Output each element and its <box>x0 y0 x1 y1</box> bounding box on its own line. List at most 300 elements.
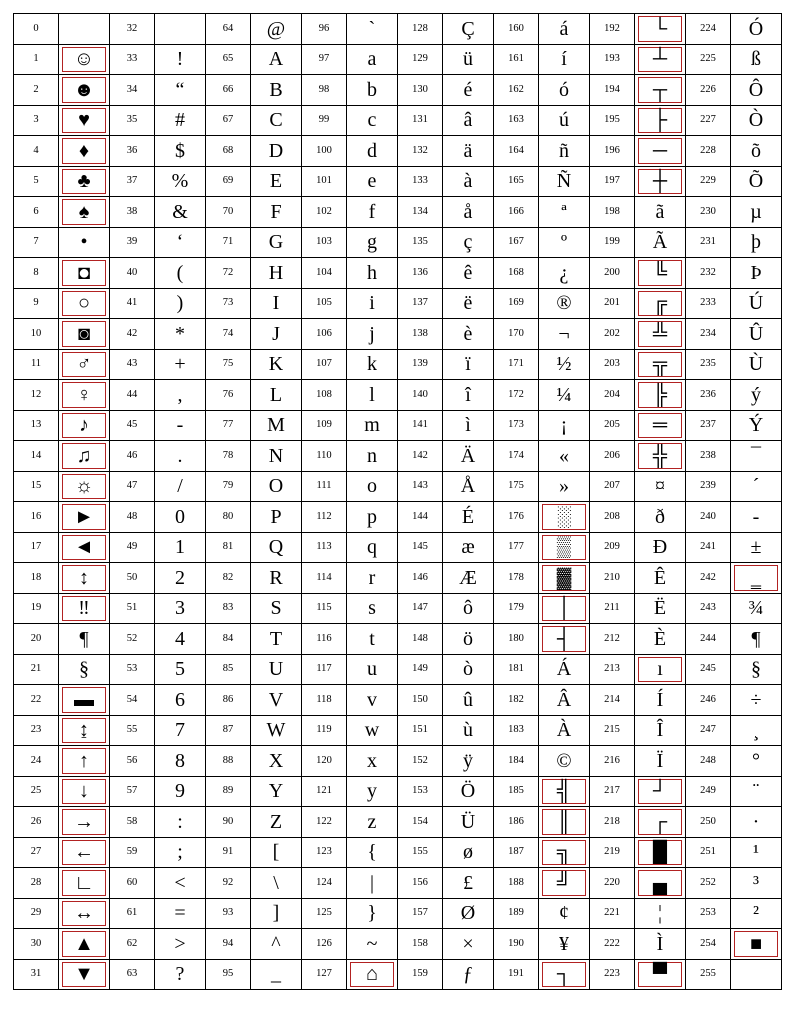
char-glyph-cell <box>443 532 494 563</box>
char-glyph: Z <box>269 810 283 833</box>
char-glyph-cell <box>731 227 782 258</box>
char-code-cell: 73 <box>206 288 251 319</box>
char-glyph: Ö <box>460 780 476 803</box>
char-glyph-cell <box>155 227 206 258</box>
char-glyph: © <box>556 749 572 772</box>
char-code-cell: 112 <box>302 502 347 533</box>
char-code-cell: 61 <box>110 898 155 929</box>
char-code-cell: 40 <box>110 258 155 289</box>
char-code-cell: 165 <box>494 166 539 197</box>
char-code-cell: 154 <box>398 807 443 838</box>
char-glyph-cell <box>635 685 686 716</box>
char-glyph: Ò <box>748 109 764 132</box>
char-code-cell: 209 <box>590 532 635 563</box>
char-glyph-cell <box>347 715 398 746</box>
table-row <box>14 898 782 929</box>
char-code-cell: 246 <box>686 685 731 716</box>
char-glyph-cell <box>59 349 110 380</box>
char-glyph-cell <box>635 410 686 441</box>
char-code-cell: 186 <box>494 807 539 838</box>
char-glyph-cell <box>251 837 302 868</box>
char-code-cell: 72 <box>206 258 251 289</box>
char-code-cell: 202 <box>590 319 635 350</box>
char-glyph: D <box>268 139 284 162</box>
char-code-cell: 142 <box>398 441 443 472</box>
char-code-cell: 188 <box>494 868 539 899</box>
char-glyph-cell <box>635 868 686 899</box>
char-code-cell: 138 <box>398 319 443 350</box>
char-glyph-cell <box>251 380 302 411</box>
char-glyph: _ <box>271 963 281 986</box>
char-glyph: r <box>368 566 376 589</box>
char-glyph: ä <box>463 139 473 162</box>
char-glyph: ç <box>463 231 473 254</box>
char-code-cell: 212 <box>590 624 635 655</box>
char-glyph: § <box>79 658 89 681</box>
char-glyph: § <box>751 658 761 681</box>
char-glyph: m <box>364 414 380 437</box>
table-row <box>14 746 782 777</box>
char-glyph: ♫ <box>76 444 92 467</box>
char-glyph-cell <box>443 654 494 685</box>
char-glyph-cell <box>347 685 398 716</box>
char-code-cell: 45 <box>110 410 155 441</box>
char-code-cell: 31 <box>14 959 59 990</box>
char-glyph: ╗ <box>556 841 572 864</box>
char-code-cell: 236 <box>686 380 731 411</box>
char-glyph-cell <box>251 105 302 136</box>
char-glyph-cell <box>59 258 110 289</box>
char-glyph-cell <box>731 715 782 746</box>
char-glyph: : <box>177 810 183 833</box>
char-glyph: ª <box>561 200 567 223</box>
char-code-cell: 109 <box>302 410 347 441</box>
char-glyph: ã <box>655 200 665 223</box>
char-glyph: ± <box>750 536 762 559</box>
char-glyph: 4 <box>175 627 185 650</box>
char-code-cell: 222 <box>590 929 635 960</box>
char-code-cell: 122 <box>302 807 347 838</box>
char-code-cell: 104 <box>302 258 347 289</box>
char-code-cell: 42 <box>110 319 155 350</box>
char-glyph: W <box>266 719 286 742</box>
char-glyph-cell <box>731 746 782 777</box>
char-glyph-cell <box>731 776 782 807</box>
char-glyph-cell <box>251 44 302 75</box>
char-glyph: g <box>367 231 377 254</box>
char-code-cell: 166 <box>494 197 539 228</box>
char-code-cell: 135 <box>398 227 443 258</box>
char-glyph-cell <box>443 288 494 319</box>
char-glyph-cell <box>155 563 206 594</box>
char-glyph-cell <box>251 349 302 380</box>
char-glyph: ¥ <box>559 932 569 955</box>
char-code-cell: 131 <box>398 105 443 136</box>
char-glyph: v <box>367 688 377 711</box>
char-glyph-cell <box>635 136 686 167</box>
char-glyph: ? <box>175 963 185 986</box>
table-row <box>14 959 782 990</box>
char-code-cell: 29 <box>14 898 59 929</box>
table-row <box>14 471 782 502</box>
char-glyph-cell <box>347 929 398 960</box>
char-glyph-cell <box>347 532 398 563</box>
char-glyph-cell <box>635 75 686 106</box>
char-code-cell: 219 <box>590 837 635 868</box>
char-code-cell: 243 <box>686 593 731 624</box>
char-glyph-cell <box>251 563 302 594</box>
char-code-cell: 176 <box>494 502 539 533</box>
char-glyph-cell <box>635 715 686 746</box>
char-glyph: a <box>367 48 377 71</box>
char-code-cell: 252 <box>686 868 731 899</box>
char-glyph-cell <box>347 197 398 228</box>
char-glyph-cell <box>251 319 302 350</box>
char-code-cell: 215 <box>590 715 635 746</box>
char-glyph-cell <box>59 776 110 807</box>
char-glyph-cell <box>251 776 302 807</box>
char-glyph: ─ <box>652 139 668 162</box>
char-code-cell: 250 <box>686 807 731 838</box>
char-glyph: J <box>272 322 280 345</box>
char-glyph: ♪ <box>79 414 89 437</box>
char-glyph-cell <box>251 136 302 167</box>
char-code-cell: 187 <box>494 837 539 868</box>
char-code-cell: 28 <box>14 868 59 899</box>
char-glyph-cell <box>155 319 206 350</box>
char-glyph: ð <box>655 505 665 528</box>
char-code-cell: 184 <box>494 746 539 777</box>
char-glyph-cell <box>539 532 590 563</box>
char-glyph: ¼ <box>556 383 572 406</box>
char-code-cell: 25 <box>14 776 59 807</box>
char-glyph: = <box>174 902 186 925</box>
table-row <box>14 715 782 746</box>
char-glyph-cell <box>635 959 686 990</box>
char-code-cell: 190 <box>494 929 539 960</box>
char-glyph: ◙ <box>77 322 91 345</box>
char-glyph-cell <box>635 227 686 258</box>
char-glyph: → <box>74 810 94 833</box>
char-code-cell: 200 <box>590 258 635 289</box>
char-glyph: 0 <box>175 505 185 528</box>
table-row <box>14 166 782 197</box>
char-glyph-cell <box>251 197 302 228</box>
char-glyph-cell <box>539 593 590 624</box>
char-glyph-cell <box>251 410 302 441</box>
char-code-cell: 13 <box>14 410 59 441</box>
char-glyph-cell <box>59 624 110 655</box>
char-code-cell: 39 <box>110 227 155 258</box>
char-glyph: 3 <box>175 597 185 620</box>
char-code-cell: 217 <box>590 776 635 807</box>
char-glyph: ñ <box>559 139 569 162</box>
char-glyph-cell <box>539 471 590 502</box>
table-row <box>14 14 782 45</box>
char-glyph-cell <box>155 410 206 441</box>
char-code-cell: 81 <box>206 532 251 563</box>
char-glyph: Ã <box>652 231 668 254</box>
char-code-cell: 92 <box>206 868 251 899</box>
char-glyph-cell <box>59 105 110 136</box>
char-glyph-cell <box>251 75 302 106</box>
char-code-cell: 228 <box>686 136 731 167</box>
table-row <box>14 227 782 258</box>
char-glyph: ┬ <box>652 78 668 101</box>
char-glyph-cell <box>731 563 782 594</box>
char-glyph-cell <box>251 471 302 502</box>
char-glyph: Õ <box>748 170 764 193</box>
char-code-cell: 18 <box>14 563 59 594</box>
char-glyph: S <box>270 597 282 620</box>
char-glyph: ☼ <box>74 475 94 498</box>
char-glyph: Â <box>556 688 572 711</box>
char-code-cell: 180 <box>494 624 539 655</box>
char-glyph-cell <box>635 166 686 197</box>
char-code-cell: 242 <box>686 563 731 594</box>
char-code-cell: 216 <box>590 746 635 777</box>
char-code-cell: 201 <box>590 288 635 319</box>
char-glyph-cell <box>251 593 302 624</box>
table-row <box>14 319 782 350</box>
char-glyph-cell <box>731 959 782 990</box>
char-code-cell: 161 <box>494 44 539 75</box>
char-glyph-cell <box>251 654 302 685</box>
char-code-cell: 74 <box>206 319 251 350</box>
char-code-cell: 172 <box>494 380 539 411</box>
char-glyph-cell <box>251 502 302 533</box>
char-glyph: « <box>559 444 569 467</box>
char-glyph-cell <box>155 136 206 167</box>
char-glyph-cell <box>539 776 590 807</box>
char-glyph: É <box>461 505 475 528</box>
char-glyph: ┼ <box>652 170 668 193</box>
char-glyph: ú <box>559 109 569 132</box>
char-glyph: 2 <box>175 566 185 589</box>
char-glyph: > <box>174 932 186 955</box>
char-glyph: R <box>269 566 283 589</box>
char-glyph-cell <box>251 624 302 655</box>
char-code-cell: 16 <box>14 502 59 533</box>
char-glyph: $ <box>175 139 185 162</box>
char-glyph: ‘ <box>176 231 184 254</box>
char-glyph-cell <box>347 959 398 990</box>
char-code-cell: 229 <box>686 166 731 197</box>
char-glyph-cell <box>59 715 110 746</box>
char-glyph-cell <box>251 929 302 960</box>
char-glyph-cell <box>155 685 206 716</box>
char-glyph: o <box>367 475 377 498</box>
char-code-cell: 163 <box>494 105 539 136</box>
char-glyph: î <box>465 383 471 406</box>
char-glyph-cell <box>635 624 686 655</box>
char-code-cell: 152 <box>398 746 443 777</box>
char-code-cell: 160 <box>494 14 539 45</box>
char-code-cell: 79 <box>206 471 251 502</box>
char-glyph: ╔ <box>652 292 668 315</box>
char-code-cell: 189 <box>494 898 539 929</box>
char-glyph-cell <box>347 349 398 380</box>
char-glyph-cell <box>155 746 206 777</box>
char-glyph: [ <box>272 841 280 864</box>
char-glyph: 1 <box>175 536 185 559</box>
char-glyph: ¨ <box>752 780 760 803</box>
char-code-cell: 197 <box>590 166 635 197</box>
char-code-cell: 241 <box>686 532 731 563</box>
char-glyph: Ó <box>748 17 764 40</box>
char-code-cell: 211 <box>590 593 635 624</box>
char-glyph-cell <box>443 959 494 990</box>
char-code-cell: 78 <box>206 441 251 472</box>
char-glyph: k <box>367 353 377 376</box>
char-glyph: I <box>272 292 280 315</box>
char-glyph: < <box>174 871 186 894</box>
char-code-cell: 253 <box>686 898 731 929</box>
char-glyph-cell <box>443 349 494 380</box>
char-code-cell: 205 <box>590 410 635 441</box>
char-glyph-cell <box>155 624 206 655</box>
char-glyph: ó <box>559 78 569 101</box>
char-glyph-cell <box>539 807 590 838</box>
char-glyph-cell <box>155 868 206 899</box>
char-glyph-cell <box>539 959 590 990</box>
char-glyph-cell <box>635 807 686 838</box>
char-glyph-cell <box>539 227 590 258</box>
table-row <box>14 44 782 75</box>
char-code-cell: 129 <box>398 44 443 75</box>
char-glyph: U <box>268 658 284 681</box>
char-glyph-cell <box>731 319 782 350</box>
char-glyph-cell <box>155 349 206 380</box>
char-code-cell: 123 <box>302 837 347 868</box>
char-glyph-cell <box>155 807 206 838</box>
char-code-cell: 89 <box>206 776 251 807</box>
char-glyph-cell <box>635 532 686 563</box>
char-glyph: P <box>270 505 282 528</box>
char-glyph: ♥ <box>78 109 90 132</box>
char-glyph-cell <box>251 166 302 197</box>
char-glyph-cell <box>347 75 398 106</box>
char-code-cell: 107 <box>302 349 347 380</box>
char-code-cell: 174 <box>494 441 539 472</box>
char-glyph-cell <box>251 532 302 563</box>
char-code-cell: 151 <box>398 715 443 746</box>
char-glyph: ~ <box>366 932 378 955</box>
char-code-cell: 2 <box>14 75 59 106</box>
char-code-cell: 130 <box>398 75 443 106</box>
char-glyph-cell <box>59 136 110 167</box>
char-code-cell: 124 <box>302 868 347 899</box>
char-glyph: ¸ <box>752 719 760 742</box>
char-glyph-cell <box>539 349 590 380</box>
char-code-cell: 69 <box>206 166 251 197</box>
char-glyph: º <box>560 231 568 254</box>
char-code-cell: 33 <box>110 44 155 75</box>
char-glyph-cell <box>539 624 590 655</box>
char-glyph-cell <box>635 197 686 228</box>
char-glyph: q <box>367 536 377 559</box>
char-code-cell: 118 <box>302 685 347 716</box>
char-glyph-cell <box>539 929 590 960</box>
char-glyph: À <box>556 719 572 742</box>
char-glyph-cell <box>635 563 686 594</box>
char-code-cell: 80 <box>206 502 251 533</box>
char-glyph: ¶ <box>79 627 89 650</box>
char-code-cell: 65 <box>206 44 251 75</box>
char-code-cell: 95 <box>206 959 251 990</box>
char-glyph: Æ <box>459 566 477 589</box>
char-glyph-cell <box>251 898 302 929</box>
char-glyph-cell <box>155 166 206 197</box>
char-glyph: Á <box>556 658 572 681</box>
char-code-cell: 51 <box>110 593 155 624</box>
char-glyph-cell <box>155 776 206 807</box>
char-glyph-cell <box>59 929 110 960</box>
char-glyph-cell <box>251 807 302 838</box>
char-glyph-cell <box>635 44 686 75</box>
char-code-cell: 206 <box>590 441 635 472</box>
char-code-cell: 96 <box>302 14 347 45</box>
char-glyph: 8 <box>175 749 185 772</box>
char-glyph: Ä <box>460 444 476 467</box>
char-glyph: Ü <box>460 810 476 833</box>
char-glyph-cell <box>443 593 494 624</box>
char-code-cell: 119 <box>302 715 347 746</box>
char-glyph-cell <box>539 258 590 289</box>
char-glyph: @ <box>266 17 286 40</box>
char-glyph: T <box>269 627 283 650</box>
char-glyph-cell <box>731 288 782 319</box>
char-code-cell: 32 <box>110 14 155 45</box>
char-code-cell: 85 <box>206 654 251 685</box>
char-glyph-cell <box>635 14 686 45</box>
char-code-cell: 62 <box>110 929 155 960</box>
char-glyph: ì <box>465 414 471 437</box>
char-code-cell: 60 <box>110 868 155 899</box>
char-glyph-cell <box>347 105 398 136</box>
char-glyph-cell <box>443 14 494 45</box>
char-glyph-cell <box>443 776 494 807</box>
char-glyph-cell <box>59 868 110 899</box>
char-glyph-cell <box>155 14 206 45</box>
char-glyph: ö <box>463 627 473 650</box>
char-glyph: ¡ <box>560 414 568 437</box>
table-row <box>14 105 782 136</box>
char-glyph: â <box>463 109 473 132</box>
char-code-cell: 84 <box>206 624 251 655</box>
char-code-cell: 126 <box>302 929 347 960</box>
char-glyph-cell <box>635 258 686 289</box>
char-glyph-cell <box>347 410 398 441</box>
char-glyph-cell <box>347 746 398 777</box>
char-code-cell: 125 <box>302 898 347 929</box>
char-glyph: p <box>367 505 377 528</box>
char-glyph-cell <box>635 837 686 868</box>
char-glyph: ] <box>272 902 280 925</box>
char-code-cell: 37 <box>110 166 155 197</box>
char-glyph-cell <box>251 258 302 289</box>
char-glyph: ¢ <box>559 902 569 925</box>
char-glyph: Ë <box>653 597 667 620</box>
char-code-cell: 23 <box>14 715 59 746</box>
char-glyph: ÿ <box>463 749 473 772</box>
char-code-cell: 56 <box>110 746 155 777</box>
char-glyph-cell <box>155 471 206 502</box>
table-row <box>14 624 782 655</box>
char-glyph-cell <box>59 380 110 411</box>
char-glyph-cell <box>347 166 398 197</box>
char-code-cell: 210 <box>590 563 635 594</box>
